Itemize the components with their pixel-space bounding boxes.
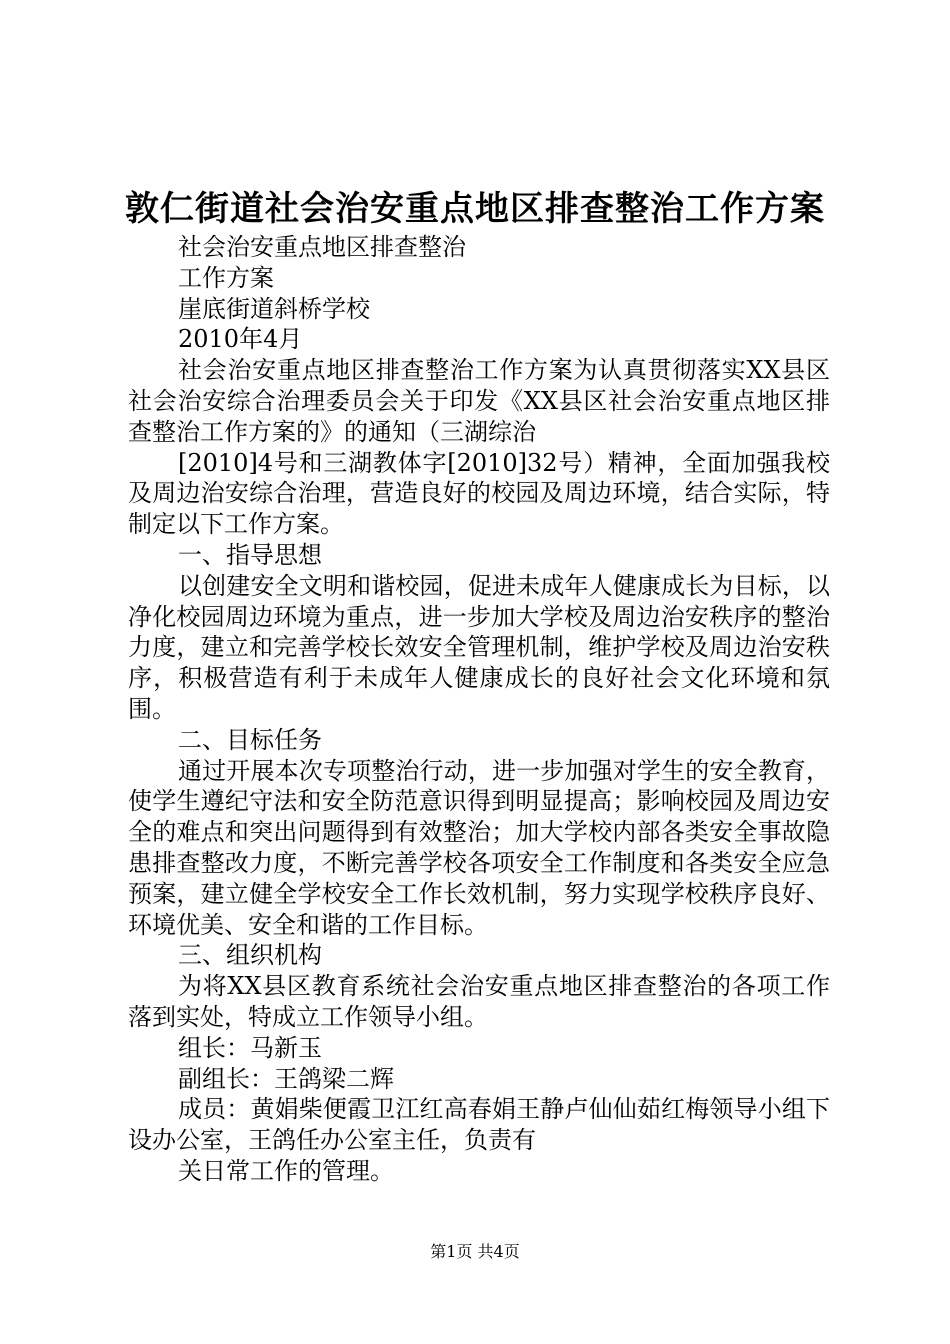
document-title: 敦仁街道社会治安重点地区排查整治工作方案 [125, 189, 825, 229]
section-heading: 三、组织机构 [178, 941, 322, 970]
subtitle-line: 社会治安重点地区排查整治 [178, 233, 466, 261]
school-name: 崖底街道斜桥学校 [178, 294, 370, 323]
body-paragraph: 为将XX县区教育系统社会治安重点地区排查整治的各项工作落到实处，特成立工作领导小组。 [128, 972, 830, 1031]
subtitle-line: 工作方案 [178, 263, 274, 292]
document-body [128, 232, 830, 1187]
page-footer: 第1页 共4页 [430, 1242, 520, 1261]
intro-paragraph: [2010]4号和三湖教体字[2010]32号）精神，全面加强我校及周边治安综合治理，营造良好的校园及周边环境，结合实际，特制定以下工作方案。 [128, 448, 830, 539]
body-paragraph: 关日常工作的管理。 [178, 1156, 394, 1185]
body-paragraph: 以创建安全文明和谐校园，促进未成年人健康成长为目标，以净化校园周边环境为重点，进一步加大学校及周边治安秩序的整治力度，建立和完善学校长效安全管理机制，维护学校及周边治安秩序，积极营造有利于未成年人健康成长的良好社会文化环境和氛围。 [128, 571, 830, 723]
document-date: 2010年4月 [178, 325, 303, 354]
section-heading: 二、目标任务 [178, 725, 322, 754]
intro-paragraph: 社会治安重点地区排查整治工作方案为认真贯彻落实XX县区社会治安综合治理委员会关于印发《XX县区社会治安重点地区排查整治工作方案的》的通知（三湖综治 [128, 356, 830, 446]
members-line: 成员：黄娟柴便霞卫江红高春娟王静卢仙仙茹红梅领导小组下设办公室，王鸽任办公室主任，负责有 [128, 1095, 830, 1155]
deputy-leader-line: 副组长：王鸽梁二辉 [178, 1064, 394, 1093]
body-paragraph: 通过开展本次专项整治行动，进一步加强对学生的安全教育，使学生遵纪守法和安全防范意识得到明显提高；影响校园及周边安全的难点和突出问题得到有效整治；加大学校内部各类安全事故隐患排查整改力度，不断完善学校各项安全工作制度和各类安全应急预案，建立健全学校安全工作长效机制，努力实现学校秩序良好、环境优美、安全和谐的工作目标。 [128, 756, 830, 939]
group-leader-line: 组长：马新玉 [178, 1033, 322, 1062]
section-heading: 一、指导思想 [178, 540, 322, 569]
